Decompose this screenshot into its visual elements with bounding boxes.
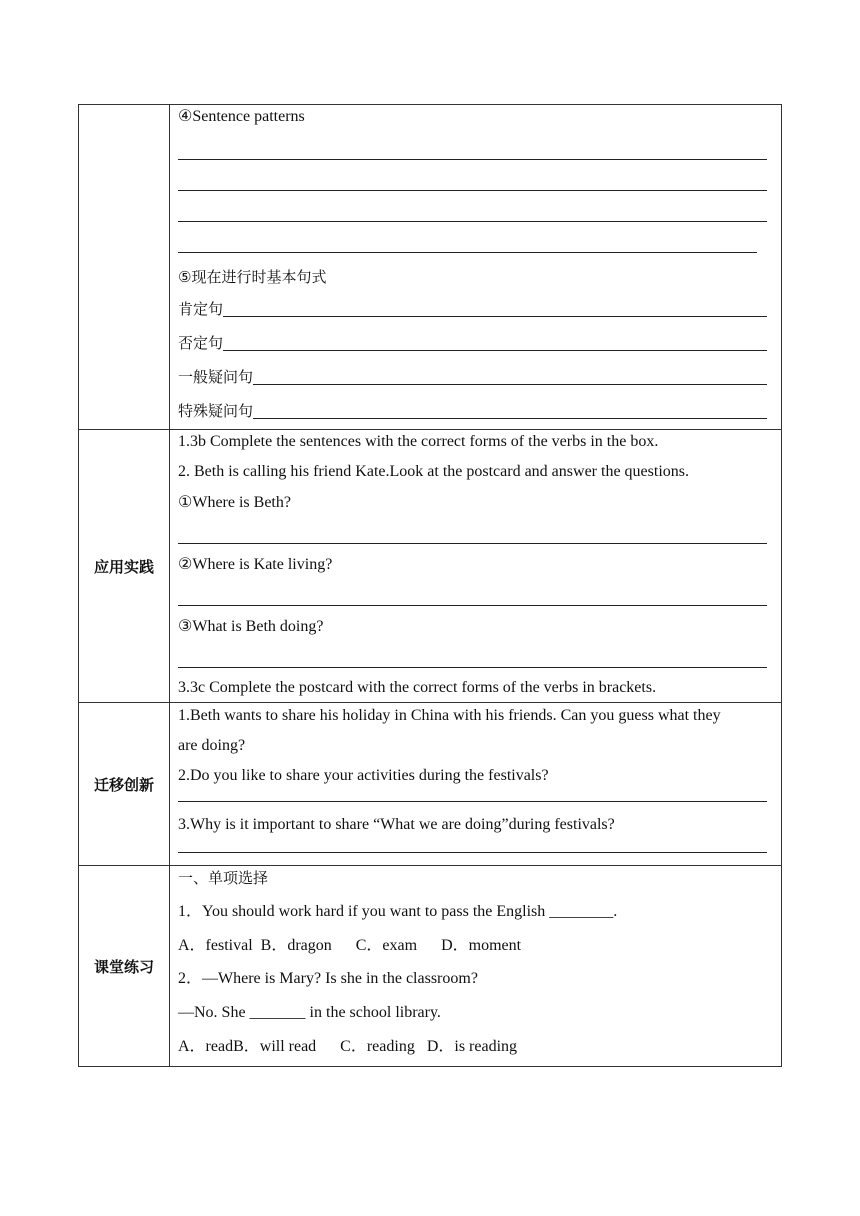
- task-text: 1.Beth wants to share his holiday in China with his friends. Can you guess what they: [178, 707, 721, 724]
- answer-options: A．festival B．dragon C．exam D．moment: [178, 937, 522, 954]
- answer-line[interactable]: [253, 365, 767, 385]
- table-row: [79, 703, 782, 866]
- answer-line[interactable]: [178, 836, 767, 853]
- question-text: ③What is Beth doing?: [178, 618, 324, 635]
- lesson-plan-table: [78, 104, 782, 1067]
- answer-line[interactable]: [178, 637, 767, 668]
- present-progressive-heading: ⑤现在进行时基本句式: [178, 268, 327, 286]
- answer-line[interactable]: [178, 575, 767, 606]
- form-row: [178, 319, 767, 353]
- task-text: 1.3b Complete the sentences with the correct forms of the verbs in the box.: [178, 433, 659, 450]
- form-label: 一般疑问句: [178, 368, 254, 386]
- answer-line[interactable]: [178, 191, 767, 222]
- question-text: 2．—Where is Mary? Is she in the classroom?: [178, 970, 478, 987]
- task-text: 3.Why is it important to share “What we are doing”during festivals?: [178, 816, 615, 833]
- row-label: [79, 105, 170, 430]
- answer-line[interactable]: [178, 127, 767, 160]
- answer-line[interactable]: [178, 160, 767, 191]
- table-row: [79, 430, 782, 703]
- form-row: [178, 353, 767, 387]
- task-text: 2.Do you like to share your activities during the festivals?: [178, 767, 549, 784]
- answer-line[interactable]: [178, 787, 767, 802]
- answer-line[interactable]: [178, 222, 757, 253]
- answer-line[interactable]: [253, 399, 767, 419]
- content-cell: [170, 105, 782, 430]
- section-heading: 一、单项选择: [178, 869, 269, 887]
- form-label: 肯定句: [178, 300, 224, 318]
- table-row: [79, 866, 782, 1067]
- content-cell: [170, 866, 782, 1067]
- question-text: ②Where is Kate living?: [178, 556, 333, 573]
- form-label: 否定句: [178, 334, 224, 352]
- answer-options: A．readB．will read C．reading D．is reading: [178, 1038, 518, 1055]
- form-row: [178, 387, 767, 421]
- question-text: ①Where is Beth?: [178, 494, 291, 511]
- content-cell: [170, 430, 782, 703]
- row-label: 迁移创新: [79, 703, 170, 866]
- task-text: 2. Beth is calling his friend Kate.Look at the postcard and answer the questions.: [178, 463, 689, 480]
- answer-line[interactable]: [178, 513, 767, 544]
- question-text: 1．You should work hard if you want to pass the English ________.: [178, 903, 618, 920]
- form-label: 特殊疑问句: [178, 402, 254, 420]
- row-label: 课堂练习: [79, 866, 170, 1067]
- answer-line[interactable]: [223, 331, 767, 351]
- form-row: [178, 287, 767, 319]
- table-row: [79, 105, 782, 430]
- question-text: —No. She _______ in the school library.: [178, 1004, 441, 1021]
- row-label: 应用实践: [79, 430, 170, 703]
- content-cell: [170, 703, 782, 866]
- task-text: are doing?: [178, 737, 246, 754]
- answer-line[interactable]: [223, 297, 767, 317]
- sentence-patterns-heading: ④Sentence patterns: [178, 108, 305, 125]
- task-text: 3.3c Complete the postcard with the correct forms of the verbs in brackets.: [178, 679, 657, 696]
